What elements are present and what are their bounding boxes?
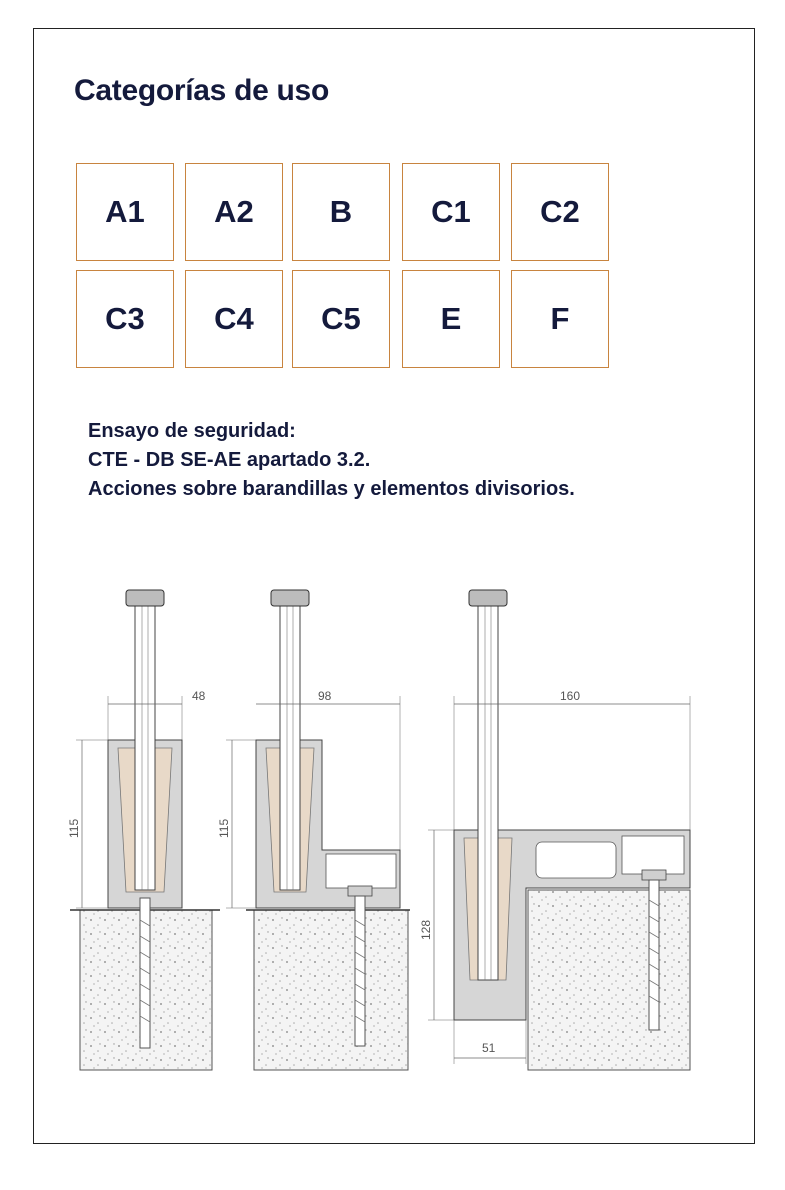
width-dimension-label: 98 xyxy=(318,689,332,703)
category-grid xyxy=(76,163,611,369)
safety-test-notes xyxy=(88,417,688,504)
glass-panel xyxy=(280,590,300,890)
concrete-base xyxy=(254,910,408,1070)
handrail-cap xyxy=(126,590,164,606)
section-2-drawing xyxy=(217,590,410,1070)
width-dimension-label: 160 xyxy=(560,689,581,703)
category-box: C4 xyxy=(185,270,283,368)
section-1-drawing xyxy=(67,590,220,1070)
page-title: Categorías de uso xyxy=(74,74,329,107)
width-dimension-label: 48 xyxy=(192,689,206,703)
category-box: C3 xyxy=(76,270,174,368)
handrail-cap xyxy=(271,590,309,606)
handrail-cap xyxy=(469,590,507,606)
category-box: A1 xyxy=(76,163,174,261)
category-box: C1 xyxy=(402,163,500,261)
glass-panel xyxy=(135,590,155,890)
category-box: F xyxy=(511,270,609,368)
category-box: A2 xyxy=(185,163,283,261)
note-line: Ensayo de seguridad: xyxy=(88,420,296,442)
category-box: C2 xyxy=(511,163,609,261)
category-box: C5 xyxy=(292,270,390,368)
category-box: E xyxy=(402,270,500,368)
height-dimension-label: 115 xyxy=(67,818,81,838)
note-line: CTE - DB SE-AE apartado 3.2. xyxy=(88,449,371,471)
section-3-drawing xyxy=(419,590,690,1070)
height-dimension-label: 128 xyxy=(419,919,433,940)
bottom-dimension-label: 51 xyxy=(482,1041,496,1055)
anchor-bolt xyxy=(649,880,659,1030)
category-box: B xyxy=(292,163,390,261)
note-line: Acciones sobre barandillas y elementos divisorios. xyxy=(88,478,575,500)
height-dimension-label: 115 xyxy=(217,818,231,838)
technical-drawings xyxy=(60,580,720,1080)
concrete-base xyxy=(528,890,690,1070)
glass-panel xyxy=(478,590,498,980)
